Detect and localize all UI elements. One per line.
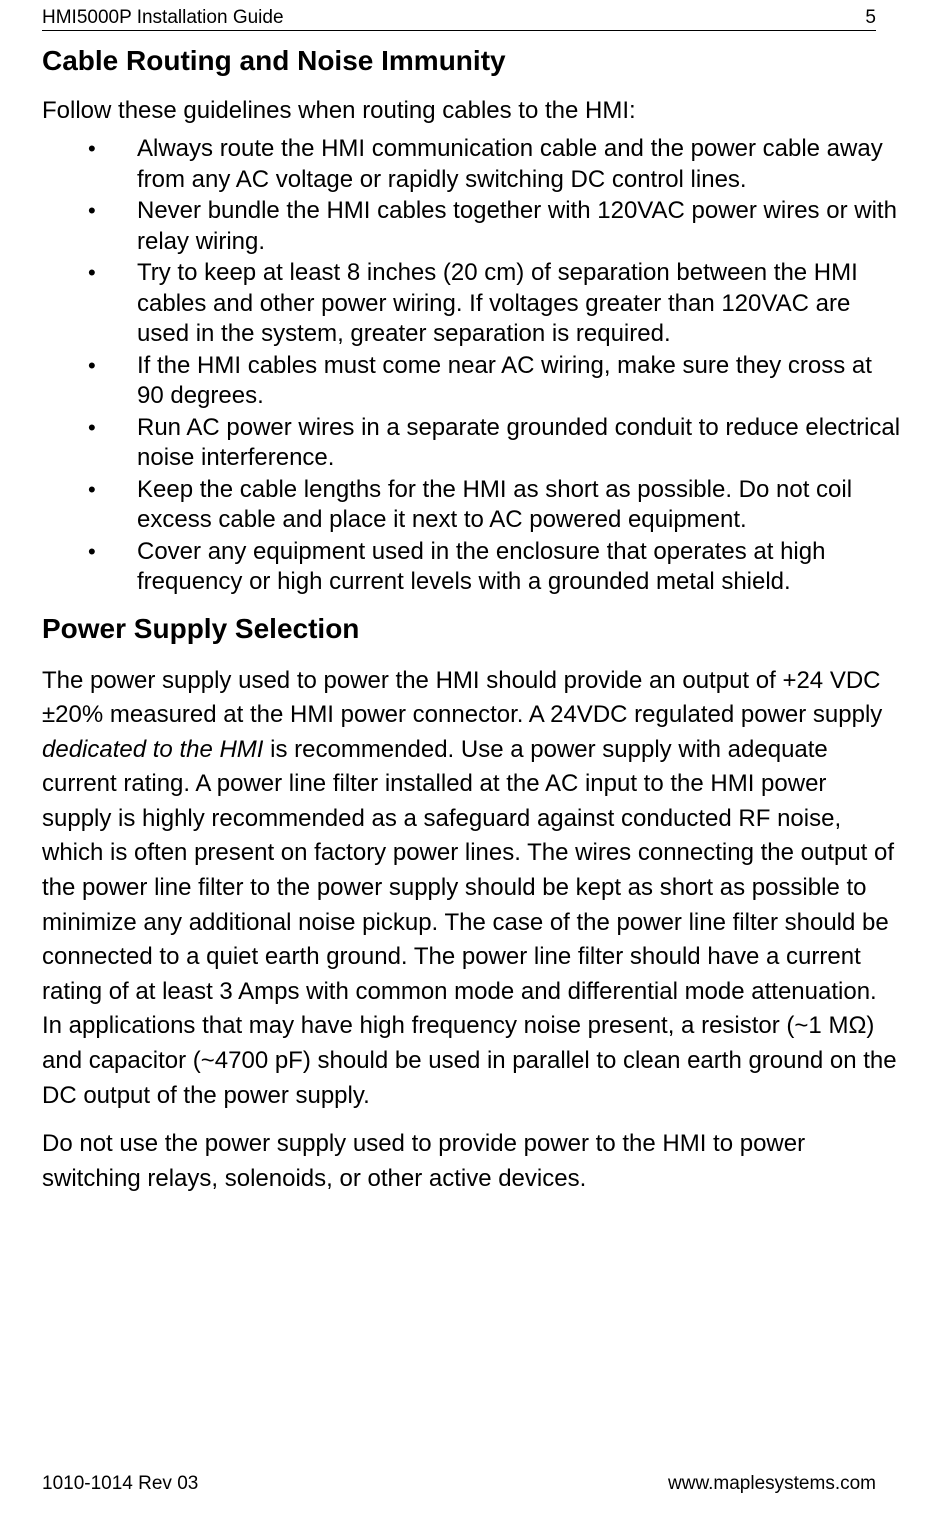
list-item-text: If the HMI cables must come near AC wiring, make sure they cross at 90 degrees. <box>137 351 872 409</box>
bullet-icon: • <box>88 414 96 440</box>
list-item-text: Run AC power wires in a separate grounded conduit to reduce electrical noise interference. <box>137 413 901 471</box>
section-heading-cable-routing: Cable Routing and Noise Immunity <box>42 45 506 76</box>
document-title: HMI5000P Installation Guide <box>42 7 284 28</box>
cable-routing-intro: Follow these guidelines when routing cables to the HMI: <box>42 97 636 124</box>
website-link[interactable]: www.maplesystems.com <box>668 1473 876 1494</box>
bullet-icon: • <box>88 136 96 161</box>
bullet-icon: • <box>88 538 96 564</box>
bullet-icon: • <box>88 352 96 378</box>
list-item <box>42 537 902 598</box>
page-header <box>42 6 876 31</box>
bullet-icon: • <box>88 198 96 223</box>
list-item <box>42 196 902 257</box>
list-item-text: Always route the HMI communication cable and the power cable away from any AC voltage or rapidly switching DC control lines. <box>137 135 883 193</box>
list-item-text: Cover any equipment used in the enclosure that operates at high frequency or high current levels with a grounded metal shield. <box>137 537 826 595</box>
power-supply-paragraph <box>42 664 902 1114</box>
bullet-icon: • <box>88 476 96 502</box>
list-item-text: Never bundle the HMI cables together with 120VAC power wires or with relay wiring. <box>137 197 897 255</box>
paragraph-text: The power supply used to power the HMI should provide an output of +24 VDC ±20% measured at the HMI power connector. A 24VDC regulated power supply <box>42 666 883 729</box>
page-content <box>42 44 902 1210</box>
emphasized-text: dedicated to the HMI <box>42 735 264 763</box>
bullet-icon: • <box>88 260 96 285</box>
list-item-text: Keep the cable lengths for the HMI as short as possible. Do not coil excess cable and place it next to AC powered equipment. <box>137 475 853 533</box>
list-item-text: Try to keep at least 8 inches (20 cm) of separation between the HMI cables and other power wiring. If voltages greater than 120VAC are used in the system, greater separation is required. <box>137 259 858 347</box>
power-supply-warning-paragraph: Do not use the power supply used to provide power to the HMI to power switching relays, solenoids, or other active devices. <box>42 1130 806 1192</box>
section-heading-power-supply: Power Supply Selection <box>42 612 360 644</box>
list-item <box>42 258 902 350</box>
list-item <box>42 413 902 474</box>
list-item <box>42 134 902 195</box>
list-item <box>42 475 902 536</box>
paragraph-text: is recommended. Use a power supply with adequate current rating. A power line filter installed at the AC input to the HMI power supply is highly recommended as a safeguard against conducted RF noise, which is often present on factory power lines. The wires connecting the output of the power line filter to the power supply should be kept as short as possible to minimize any additional noise pickup. The case of the power line filter should be connected to a quiet earth ground. The power line filter should have a current rating of at least 3 Amps with common mode and differential mode attenuation. In applications that may have high frequency noise present, a resistor (~1 MΩ) and capacitor (~4700 pF) should be used in parallel to clean earth ground on the DC output of the power supply. <box>42 735 897 1109</box>
page-number: 5 <box>865 7 876 28</box>
cable-routing-guidelines-list <box>42 134 902 598</box>
list-item <box>42 351 902 412</box>
document-revision: 1010-1014 Rev 03 <box>42 1473 199 1494</box>
